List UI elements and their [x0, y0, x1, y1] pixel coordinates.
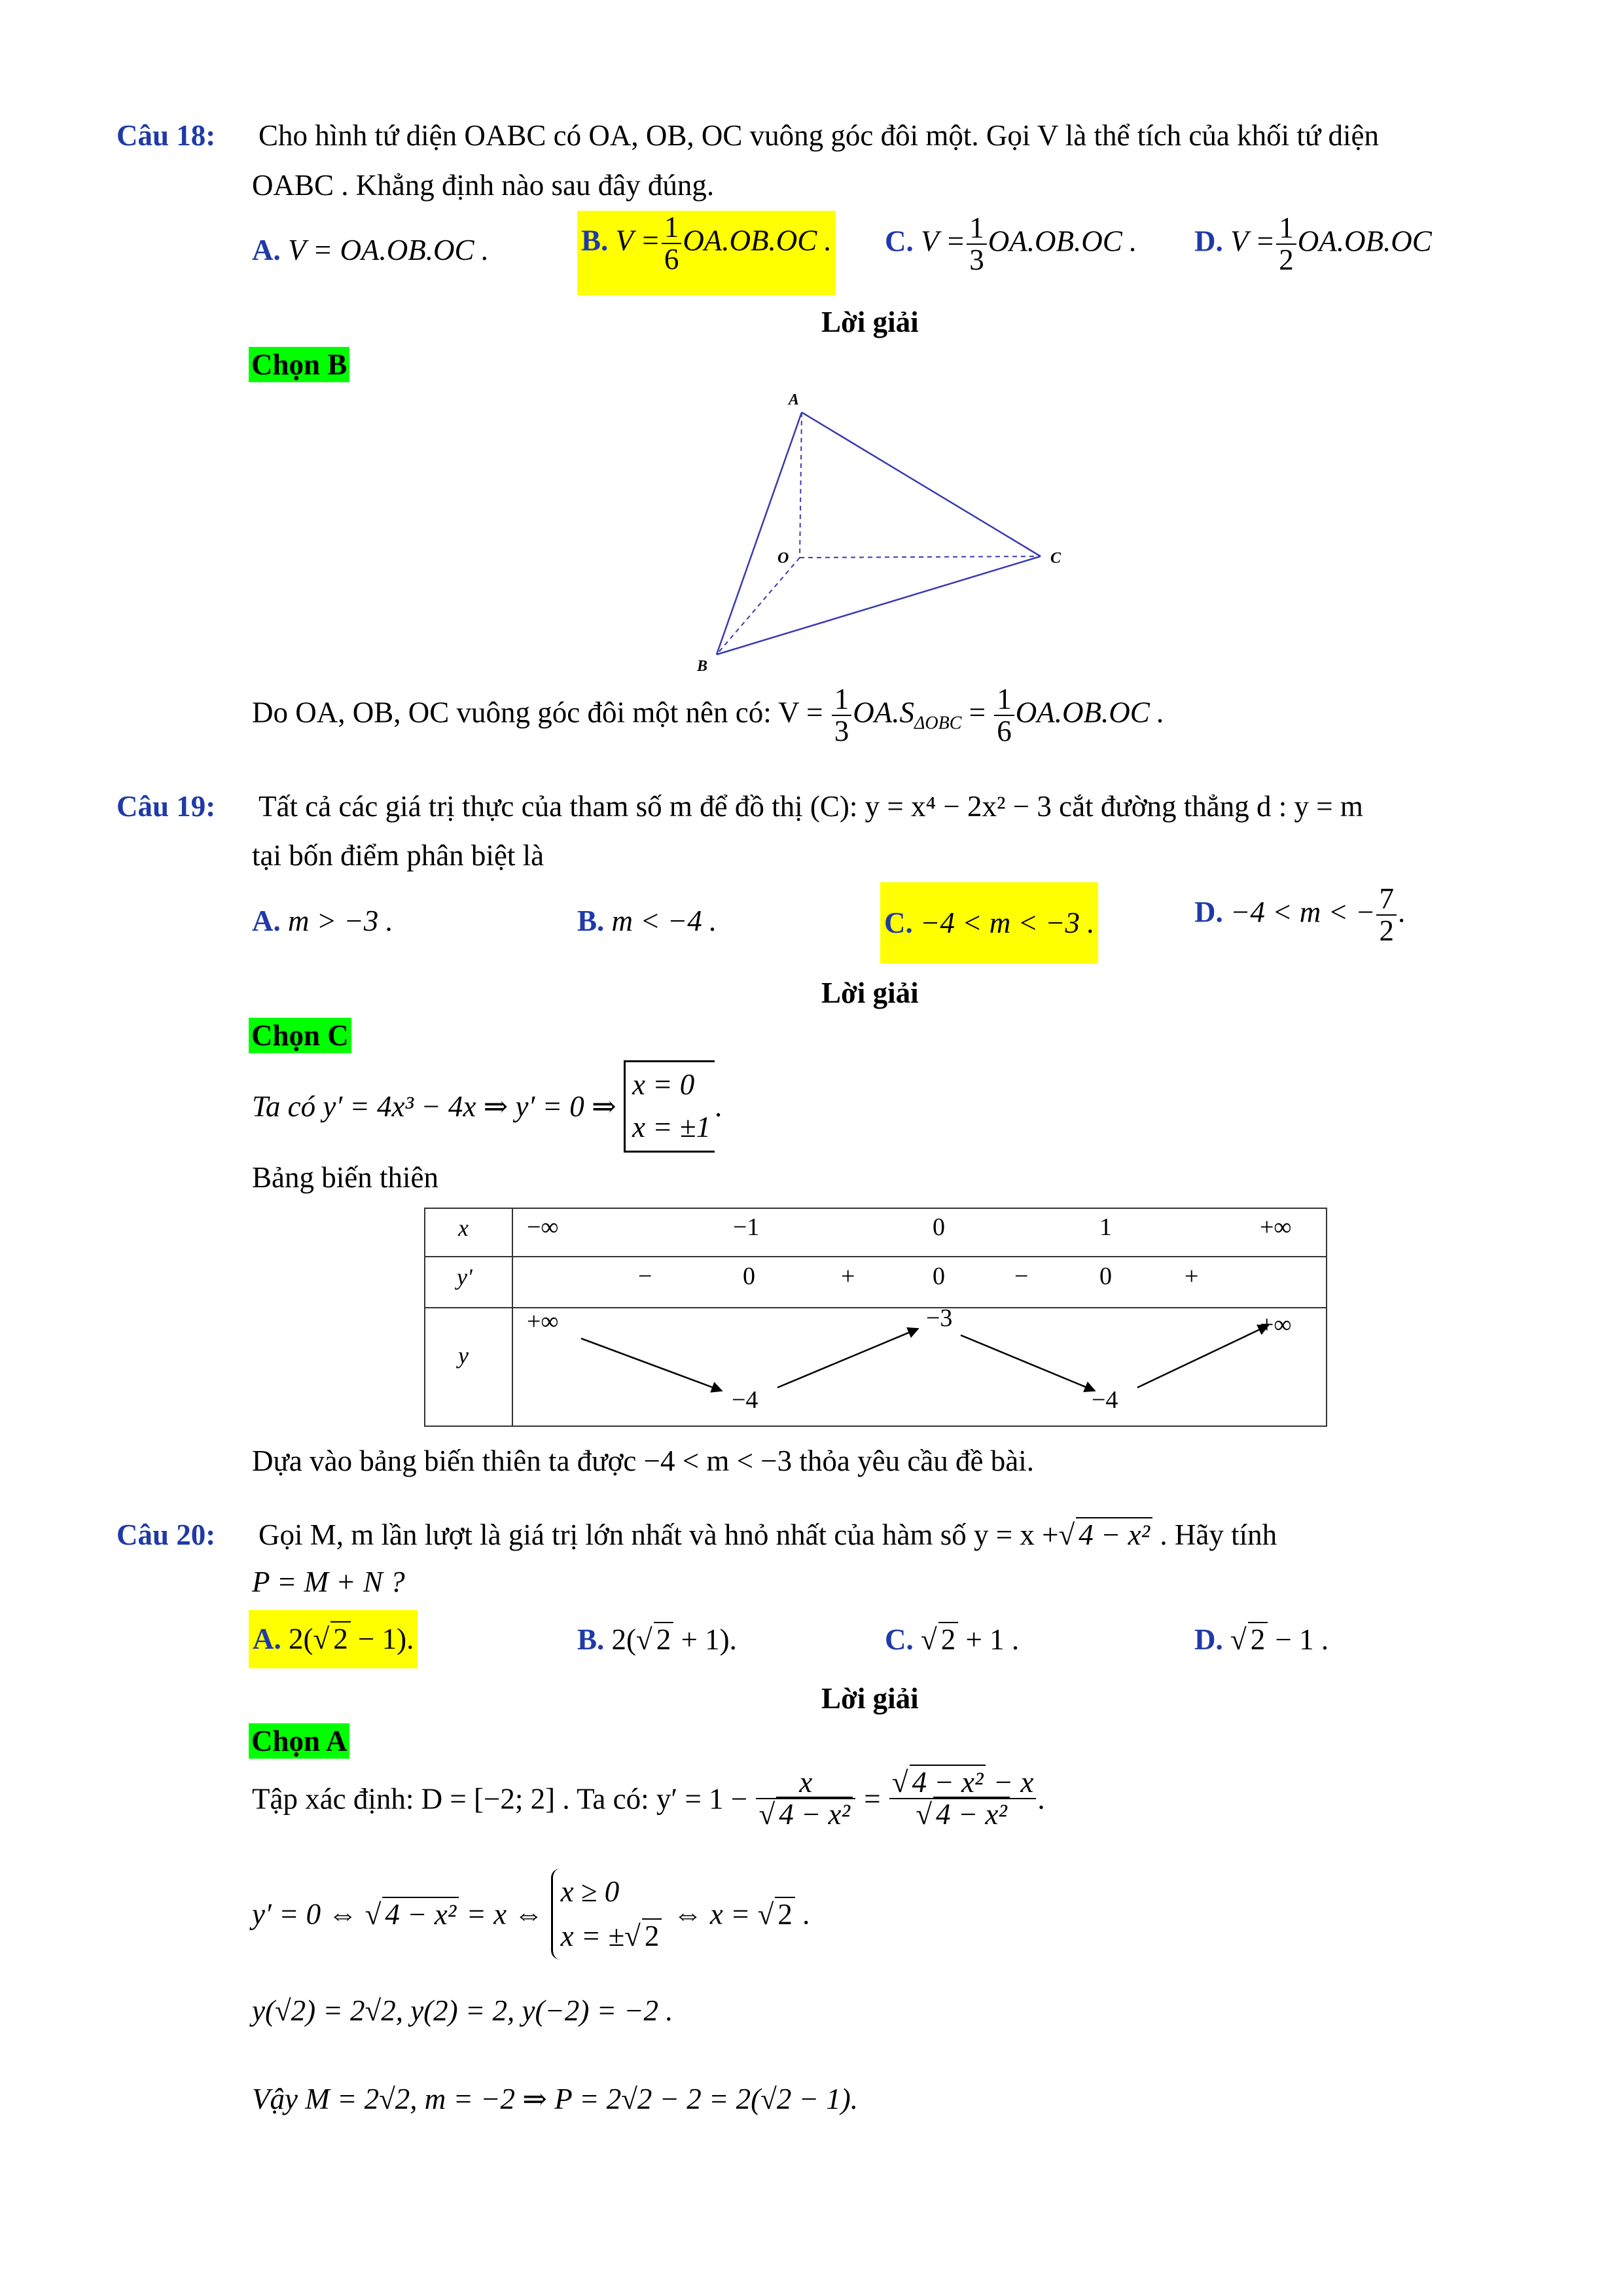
x-value: 1	[1099, 1213, 1112, 1241]
case-bracket: x = 0 x = ±1	[624, 1060, 715, 1153]
q18-solution-title: Lời giải	[821, 306, 919, 338]
y-value: +∞	[527, 1308, 559, 1335]
variation-arrows	[424, 1306, 1327, 1427]
y-value: +∞	[1260, 1311, 1292, 1338]
vertex-o-label: O	[777, 550, 789, 567]
x-value: −1	[733, 1213, 760, 1241]
table-x-label: x	[458, 1215, 469, 1241]
x-value: −∞	[527, 1213, 559, 1241]
q20-line2: y′ = 0 ⇔ √ 4 − x² = x ⇔ x ≥ 0 x = ±√ 2 ⇔ x = √ 2 .	[252, 1869, 810, 1960]
q18-chosen: Chọn B	[249, 347, 349, 382]
option-text-pre: V =	[615, 224, 660, 257]
q18-stem-line1: Cho hình tứ diện OABC có OA, OB, OC vuông góc đôi một. Gọi V là thể tích của khối tứ diện	[259, 119, 1379, 152]
x-value: 0	[933, 1213, 945, 1241]
q20-chosen: Chọn A	[249, 1723, 349, 1759]
y-value: −4	[1092, 1386, 1118, 1414]
q19-option-a[interactable]: A. m > −3 .	[252, 905, 393, 937]
yp-sign: +	[1185, 1263, 1199, 1290]
q20-line1: Tập xác định: D = [−2; 2] . Ta có: y′ = 1 − $\frac{x}{\text{√ 4 − x²}}$ = $\frac{\text{√ 4 − x² − x}}{\text{√ 4 − x²}}$ .	[252, 1766, 1045, 1831]
q18-option-a[interactable]	[252, 232, 489, 268]
q20-line3: y(√2) = 2√2, y(2) = 2, y(−2) = −2 .	[252, 1994, 673, 2027]
table-yp-label: y'	[457, 1264, 473, 1290]
q18-option-b[interactable]	[577, 211, 836, 295]
y-value: −3	[926, 1304, 953, 1332]
q19-stem-line1: Tất cả các giá trị thực của tham số m để đồ thị (C): y = x⁴ − 2x² − 3 cắt đường thẳng d : y = m	[259, 790, 1363, 823]
system-brace: x ≥ 0 x = ±√ 2	[551, 1869, 666, 1960]
option-letter: B.	[581, 224, 609, 257]
q18-stem-line2: OABC . Khẳng định nào sau đây đúng.	[252, 169, 715, 202]
q19-stem-line2: tại bốn điểm phân biệt là	[252, 839, 544, 872]
vertex-b-label: B	[697, 658, 708, 674]
vertex-c-label: C	[1050, 550, 1061, 567]
option-letter: D.	[1194, 224, 1223, 258]
q18-label: Câu 18:	[116, 119, 216, 152]
fraction: $\frac{1}{6}$	[662, 212, 682, 276]
q19-conclusion: Dựa vào bảng biến thiên ta được −4 < m < −3 thỏa yêu cầu đề bài.	[252, 1444, 1035, 1477]
q20-option-b[interactable]: B. 2(√ 2 + 1).	[577, 1623, 737, 1656]
q19-chosen: Chọn C	[249, 1018, 351, 1053]
q19-option-c[interactable]: C. −4 < m < −3 .	[880, 882, 1098, 963]
yp-sign: 0	[933, 1263, 945, 1290]
q19-option-d[interactable]: D. −4 < m < − $\frac{7}{2}$ .	[1194, 882, 1406, 948]
yp-sign: +	[841, 1263, 855, 1290]
q20-option-d[interactable]: D. √ 2 − 1 .	[1194, 1623, 1329, 1656]
option-letter: C.	[885, 224, 914, 258]
option-letter: A.	[252, 234, 281, 266]
table-y-label: y	[458, 1342, 469, 1369]
fraction: $\frac{1}{3}$	[967, 213, 987, 276]
q19-label: Câu 19:	[116, 790, 216, 823]
q20-label: Câu 20:	[116, 1518, 216, 1551]
yp-sign: 0	[1099, 1263, 1112, 1290]
q20-line4: Vậy M = 2√2, m = −2 ⇒ P = 2√2 − 2 = 2(√2 − 1).	[252, 2083, 858, 2115]
q19-solution-title: Lời giải	[821, 977, 919, 1009]
option-text-post: OA.OB.OC .	[683, 224, 832, 257]
q18-option-d[interactable]: D. V = $\frac{1}{2}$ OA.OB.OC	[1194, 211, 1432, 277]
option-text: V = OA.OB.OC .	[288, 234, 490, 266]
q19-table-title: Bảng biến thiên	[252, 1161, 438, 1194]
q20-option-a[interactable]: A. 2(√ 2 − 1).	[249, 1610, 418, 1668]
y-value: −4	[732, 1386, 758, 1414]
fraction: $\frac{1}{2}$	[1276, 213, 1296, 276]
yp-sign: −	[1014, 1263, 1029, 1290]
q18-option-c[interactable]: C. V = $\frac{1}{3}$ OA.OB.OC .	[885, 211, 1137, 277]
x-value: +∞	[1260, 1213, 1292, 1241]
q20-solution-title: Lời giải	[821, 1682, 919, 1715]
q18-explanation: Do OA, OB, OC vuông góc đôi một nên có: V = $\frac{1}{3}$ $OA.S_{\Delta OBC}$ = $\frac{1}{6}$ OA.OB.OC .	[252, 683, 1165, 748]
q19-option-b[interactable]: B. m < −4 .	[577, 905, 717, 937]
q20-stem-line1: Gọi M, m lần lượt là giá trị lớn nhất và hnỏ nhất của hàm số y = x +√ 4 − x² . Hãy tính	[259, 1518, 1277, 1551]
yp-sign: 0	[743, 1263, 755, 1290]
q20-stem-line2: P = M + N ?	[252, 1566, 405, 1598]
vertex-a-label: A	[789, 391, 800, 408]
q19-derivative: Ta có y′ = 4x³ − 4x ⇒ y′ = 0 ⇒ x = 0 x = ±1 .	[252, 1060, 722, 1153]
q20-option-c[interactable]: C. √ 2 + 1 .	[885, 1623, 1020, 1656]
yp-sign: −	[638, 1263, 652, 1290]
tetrahedron-figure	[681, 386, 1099, 674]
